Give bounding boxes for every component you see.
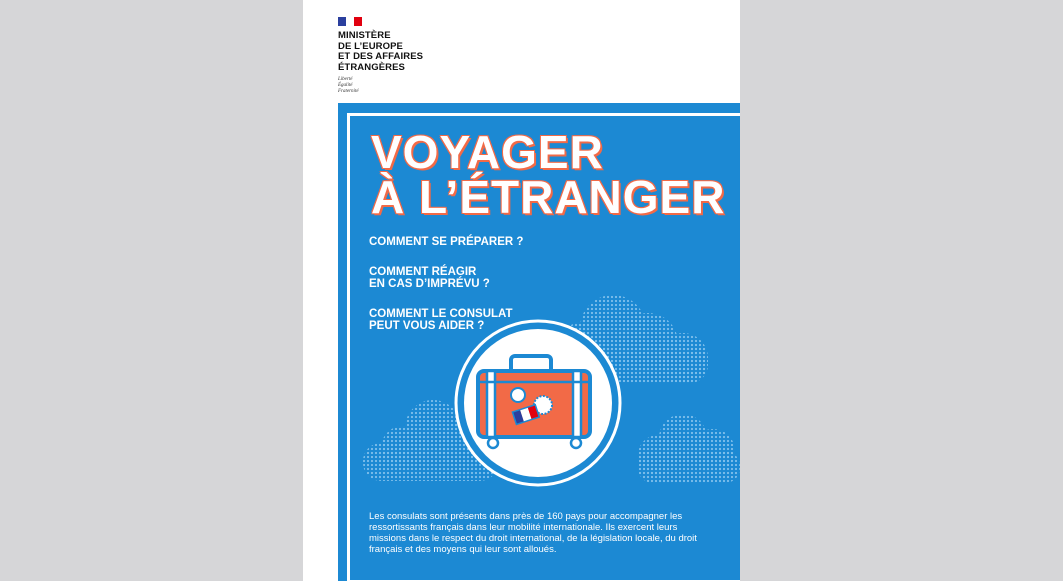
- question-text: COMMENT LE CONSULAT PEUT VOUS AIDER ?: [369, 308, 513, 332]
- republic-motto: [338, 77, 423, 95]
- question-text: COMMENT RÉAGIR EN CAS D’IMPRÉVU ?: [369, 266, 490, 290]
- clouds-illustration: [338, 283, 740, 503]
- suitcase-icon: [456, 321, 620, 485]
- title-line: VOYAGER: [371, 126, 604, 178]
- ministry-name: [338, 31, 423, 73]
- cover-title: [371, 126, 726, 223]
- cloud-shape: [638, 414, 740, 483]
- ministry-logo: [338, 17, 423, 95]
- french-flag-icon: [338, 17, 362, 26]
- motto-line: Fraternité: [338, 89, 359, 94]
- ministry-line: MINISTÈRE: [338, 30, 391, 41]
- title-line: À L’ÉTRANGER: [371, 171, 726, 223]
- ministry-line: ÉTRANGÈRES: [338, 61, 405, 73]
- document-page: [303, 0, 740, 581]
- ministry-line: DE L’EUROPE: [338, 40, 403, 52]
- cover-panel: [338, 103, 740, 581]
- motto-line: Liberté: [338, 77, 353, 82]
- question-text: COMMENT SE PRÉPARER ?: [369, 236, 524, 248]
- motto-line: Égalité: [338, 83, 353, 88]
- ministry-line: ET DES AFFAIRES: [338, 51, 424, 62]
- cover-description: Les consulats sont présents dans près de 160 pays pour accompagner les ressortissants français dans leur mobilité internationale. Ils exercent leurs missions dans le respect du droit international, de la législation locale, du droit français et des moyens qui leur sont alloués.: [369, 511, 697, 555]
- question-item: [369, 236, 523, 248]
